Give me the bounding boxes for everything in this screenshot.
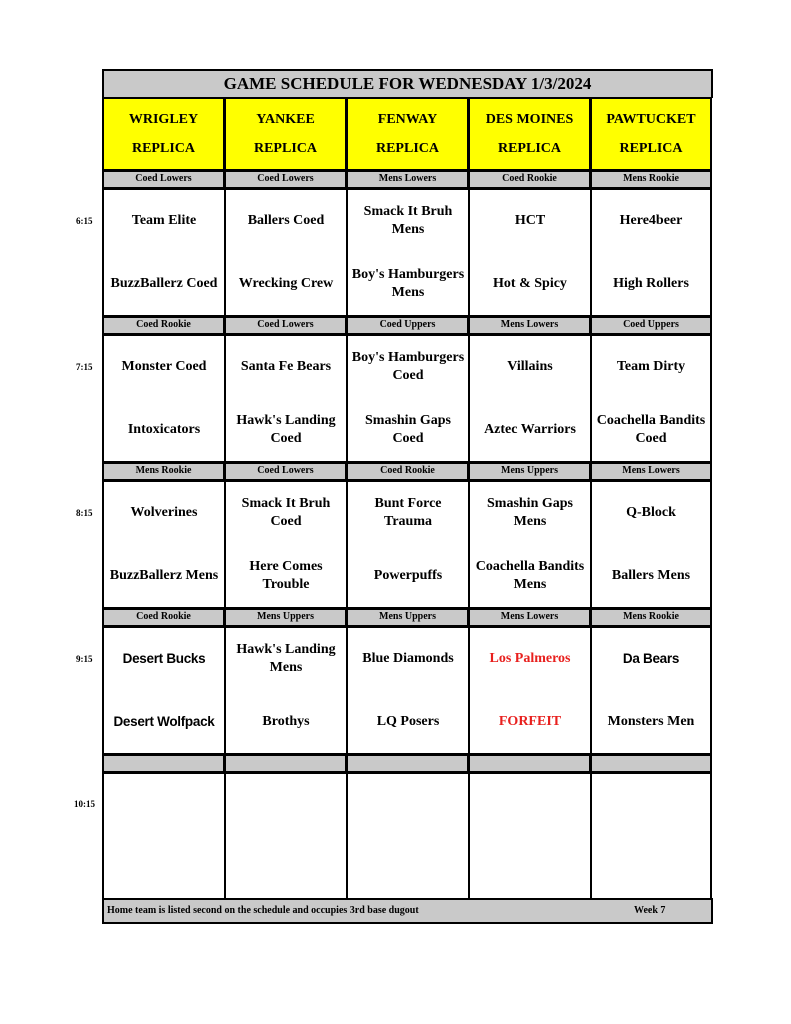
- field-header-yankee: [224, 98, 346, 170]
- division-label: Mens Lowers: [346, 170, 468, 188]
- home-team: Intoxicators: [127, 421, 201, 437]
- forfeit-label: FORFEIT: [498, 713, 562, 729]
- home-team: BuzzBallerz Mens: [109, 567, 219, 583]
- game-cell: [224, 626, 346, 754]
- field-header-des-moines: [468, 98, 590, 170]
- away-team: Bunt Force Trauma: [374, 496, 442, 530]
- games-row: [102, 772, 713, 900]
- field-name: DES MOINES: [485, 111, 574, 127]
- game-cell: [590, 334, 712, 462]
- games-row: [102, 334, 713, 462]
- away-team: Santa Fe Bears: [240, 359, 332, 375]
- division-label: Coed Uppers: [346, 316, 468, 334]
- away-team: Monster Coed: [121, 359, 207, 375]
- home-team: Coachella Bandits Mens: [475, 558, 585, 592]
- home-team: Smashin Gaps Coed: [365, 412, 451, 446]
- time-label: 6:15: [76, 216, 93, 226]
- field-header-fenway: [346, 98, 468, 170]
- division-label: Coed Lowers: [224, 316, 346, 334]
- game-cell: [468, 188, 590, 316]
- division-label: Coed Lowers: [224, 170, 346, 188]
- home-team: LQ Posers: [376, 713, 440, 729]
- footer: [102, 898, 713, 924]
- away-team: Villains: [507, 359, 553, 375]
- time-label: 7:15: [76, 362, 93, 372]
- field-sub: REPLICA: [253, 140, 317, 156]
- game-cell: [102, 188, 224, 316]
- game-cell: [346, 772, 468, 900]
- home-team: High Rollers: [613, 275, 689, 291]
- division-row: [102, 170, 713, 188]
- away-team: Ballers Coed: [247, 213, 325, 229]
- home-team: Brothys: [262, 713, 310, 729]
- page-title: GAME SCHEDULE FOR WEDNESDAY 1/3/2024: [102, 69, 713, 98]
- game-cell: [346, 480, 468, 608]
- slot-block-615: [102, 170, 713, 316]
- field-name: PAWTUCKET: [606, 111, 696, 127]
- game-cell: [468, 334, 590, 462]
- away-team: Here4beer: [619, 213, 683, 229]
- home-team: BuzzBallerz Coed: [110, 275, 218, 291]
- away-team: Hawk's Landing Mens: [236, 642, 336, 676]
- field-sub: REPLICA: [497, 140, 561, 156]
- game-cell: [346, 188, 468, 316]
- game-cell: [224, 334, 346, 462]
- field-header-wrigley: [102, 98, 224, 170]
- division-row: [102, 316, 713, 334]
- game-cell: [224, 480, 346, 608]
- game-cell: [468, 480, 590, 608]
- game-cell: [590, 626, 712, 754]
- field-name: FENWAY: [377, 111, 438, 127]
- game-cell: [102, 480, 224, 608]
- game-cell: [224, 772, 346, 900]
- field-sub: REPLICA: [375, 140, 439, 156]
- home-team: Hawk's Landing Coed: [236, 412, 336, 446]
- game-cell: [590, 772, 712, 900]
- division-label: Mens Rookie: [102, 462, 224, 480]
- away-team: Da Bears: [622, 651, 680, 667]
- home-team: Hot & Spicy: [493, 275, 567, 291]
- home-team: Wrecking Crew: [238, 275, 334, 291]
- game-cell: [102, 334, 224, 462]
- slot-block-915: [102, 608, 713, 754]
- away-team: Wolverines: [130, 505, 198, 521]
- game-cell: [590, 480, 712, 608]
- away-team: Desert Bucks: [122, 651, 206, 667]
- slot-block-715: [102, 316, 713, 462]
- slot-block-815: [102, 462, 713, 608]
- division-row: [102, 462, 713, 480]
- division-label: Mens Lowers: [468, 316, 590, 334]
- division-label: [468, 754, 590, 772]
- division-row: [102, 608, 713, 626]
- game-cell: [346, 334, 468, 462]
- away-team: HCT: [514, 213, 546, 229]
- division-label: Coed Rookie: [468, 170, 590, 188]
- home-team: Here Comes Trouble: [249, 558, 323, 592]
- field-sub: REPLICA: [619, 140, 683, 156]
- division-label: Coed Rookie: [346, 462, 468, 480]
- away-team: Team Dirty: [616, 359, 686, 375]
- away-team: Blue Diamonds: [362, 651, 454, 667]
- games-row: [102, 626, 713, 754]
- home-team: Desert Wolfpack: [113, 713, 215, 729]
- away-team: Smack It Bruh Coed: [241, 496, 331, 530]
- division-label: Mens Rookie: [590, 608, 712, 626]
- game-cell: [346, 626, 468, 754]
- division-label: Coed Rookie: [102, 316, 224, 334]
- slot-block-1015: [102, 754, 713, 900]
- division-label: [590, 754, 712, 772]
- time-label: 8:15: [76, 508, 93, 518]
- division-label: Mens Lowers: [468, 608, 590, 626]
- division-label: Mens Rookie: [590, 170, 712, 188]
- away-team: Team Elite: [131, 213, 197, 229]
- home-team: Monsters Men: [607, 713, 695, 729]
- game-cell: [468, 772, 590, 900]
- week-label: Week 7: [634, 905, 666, 916]
- home-team: Coachella Bandits Coed: [596, 412, 706, 446]
- field-header-row: [102, 98, 713, 170]
- game-cell: [224, 188, 346, 316]
- home-team: Ballers Mens: [611, 567, 691, 583]
- division-label: Coed Lowers: [102, 170, 224, 188]
- game-cell: [468, 626, 590, 754]
- home-team: Aztec Warriors: [484, 421, 576, 437]
- time-label: 10:15: [74, 799, 95, 809]
- games-row: [102, 480, 713, 608]
- field-name: YANKEE: [256, 111, 315, 127]
- schedule-sheet: [102, 69, 711, 924]
- division-label: [346, 754, 468, 772]
- division-label: [224, 754, 346, 772]
- field-header-pawtucket: [590, 98, 712, 170]
- game-cell: [102, 626, 224, 754]
- division-label: Mens Uppers: [224, 608, 346, 626]
- division-label: Coed Rookie: [102, 608, 224, 626]
- game-cell: [590, 188, 712, 316]
- away-team: Q-Block: [626, 505, 676, 521]
- field-sub: REPLICA: [131, 140, 195, 156]
- time-label: 9:15: [76, 654, 93, 664]
- home-team: Powerpuffs: [373, 567, 443, 583]
- division-label: [102, 754, 224, 772]
- home-team: Boy's Hamburgers Mens: [351, 266, 465, 300]
- game-cell: [102, 772, 224, 900]
- division-label: Mens Uppers: [468, 462, 590, 480]
- division-row: [102, 754, 713, 772]
- field-name: WRIGLEY: [128, 111, 199, 127]
- division-label: Coed Lowers: [224, 462, 346, 480]
- away-team: Smack It Bruh Mens: [363, 204, 453, 238]
- games-row: [102, 188, 713, 316]
- division-label: Coed Uppers: [590, 316, 712, 334]
- footer-note: Home team is listed second on the schedule and occupies 3rd base dugout: [107, 905, 419, 916]
- away-team: Los Palmeros: [489, 651, 571, 667]
- division-label: Mens Lowers: [590, 462, 712, 480]
- away-team: Boy's Hamburgers Coed: [351, 350, 465, 384]
- division-label: Mens Uppers: [346, 608, 468, 626]
- away-team: Smashin Gaps Mens: [487, 496, 573, 530]
